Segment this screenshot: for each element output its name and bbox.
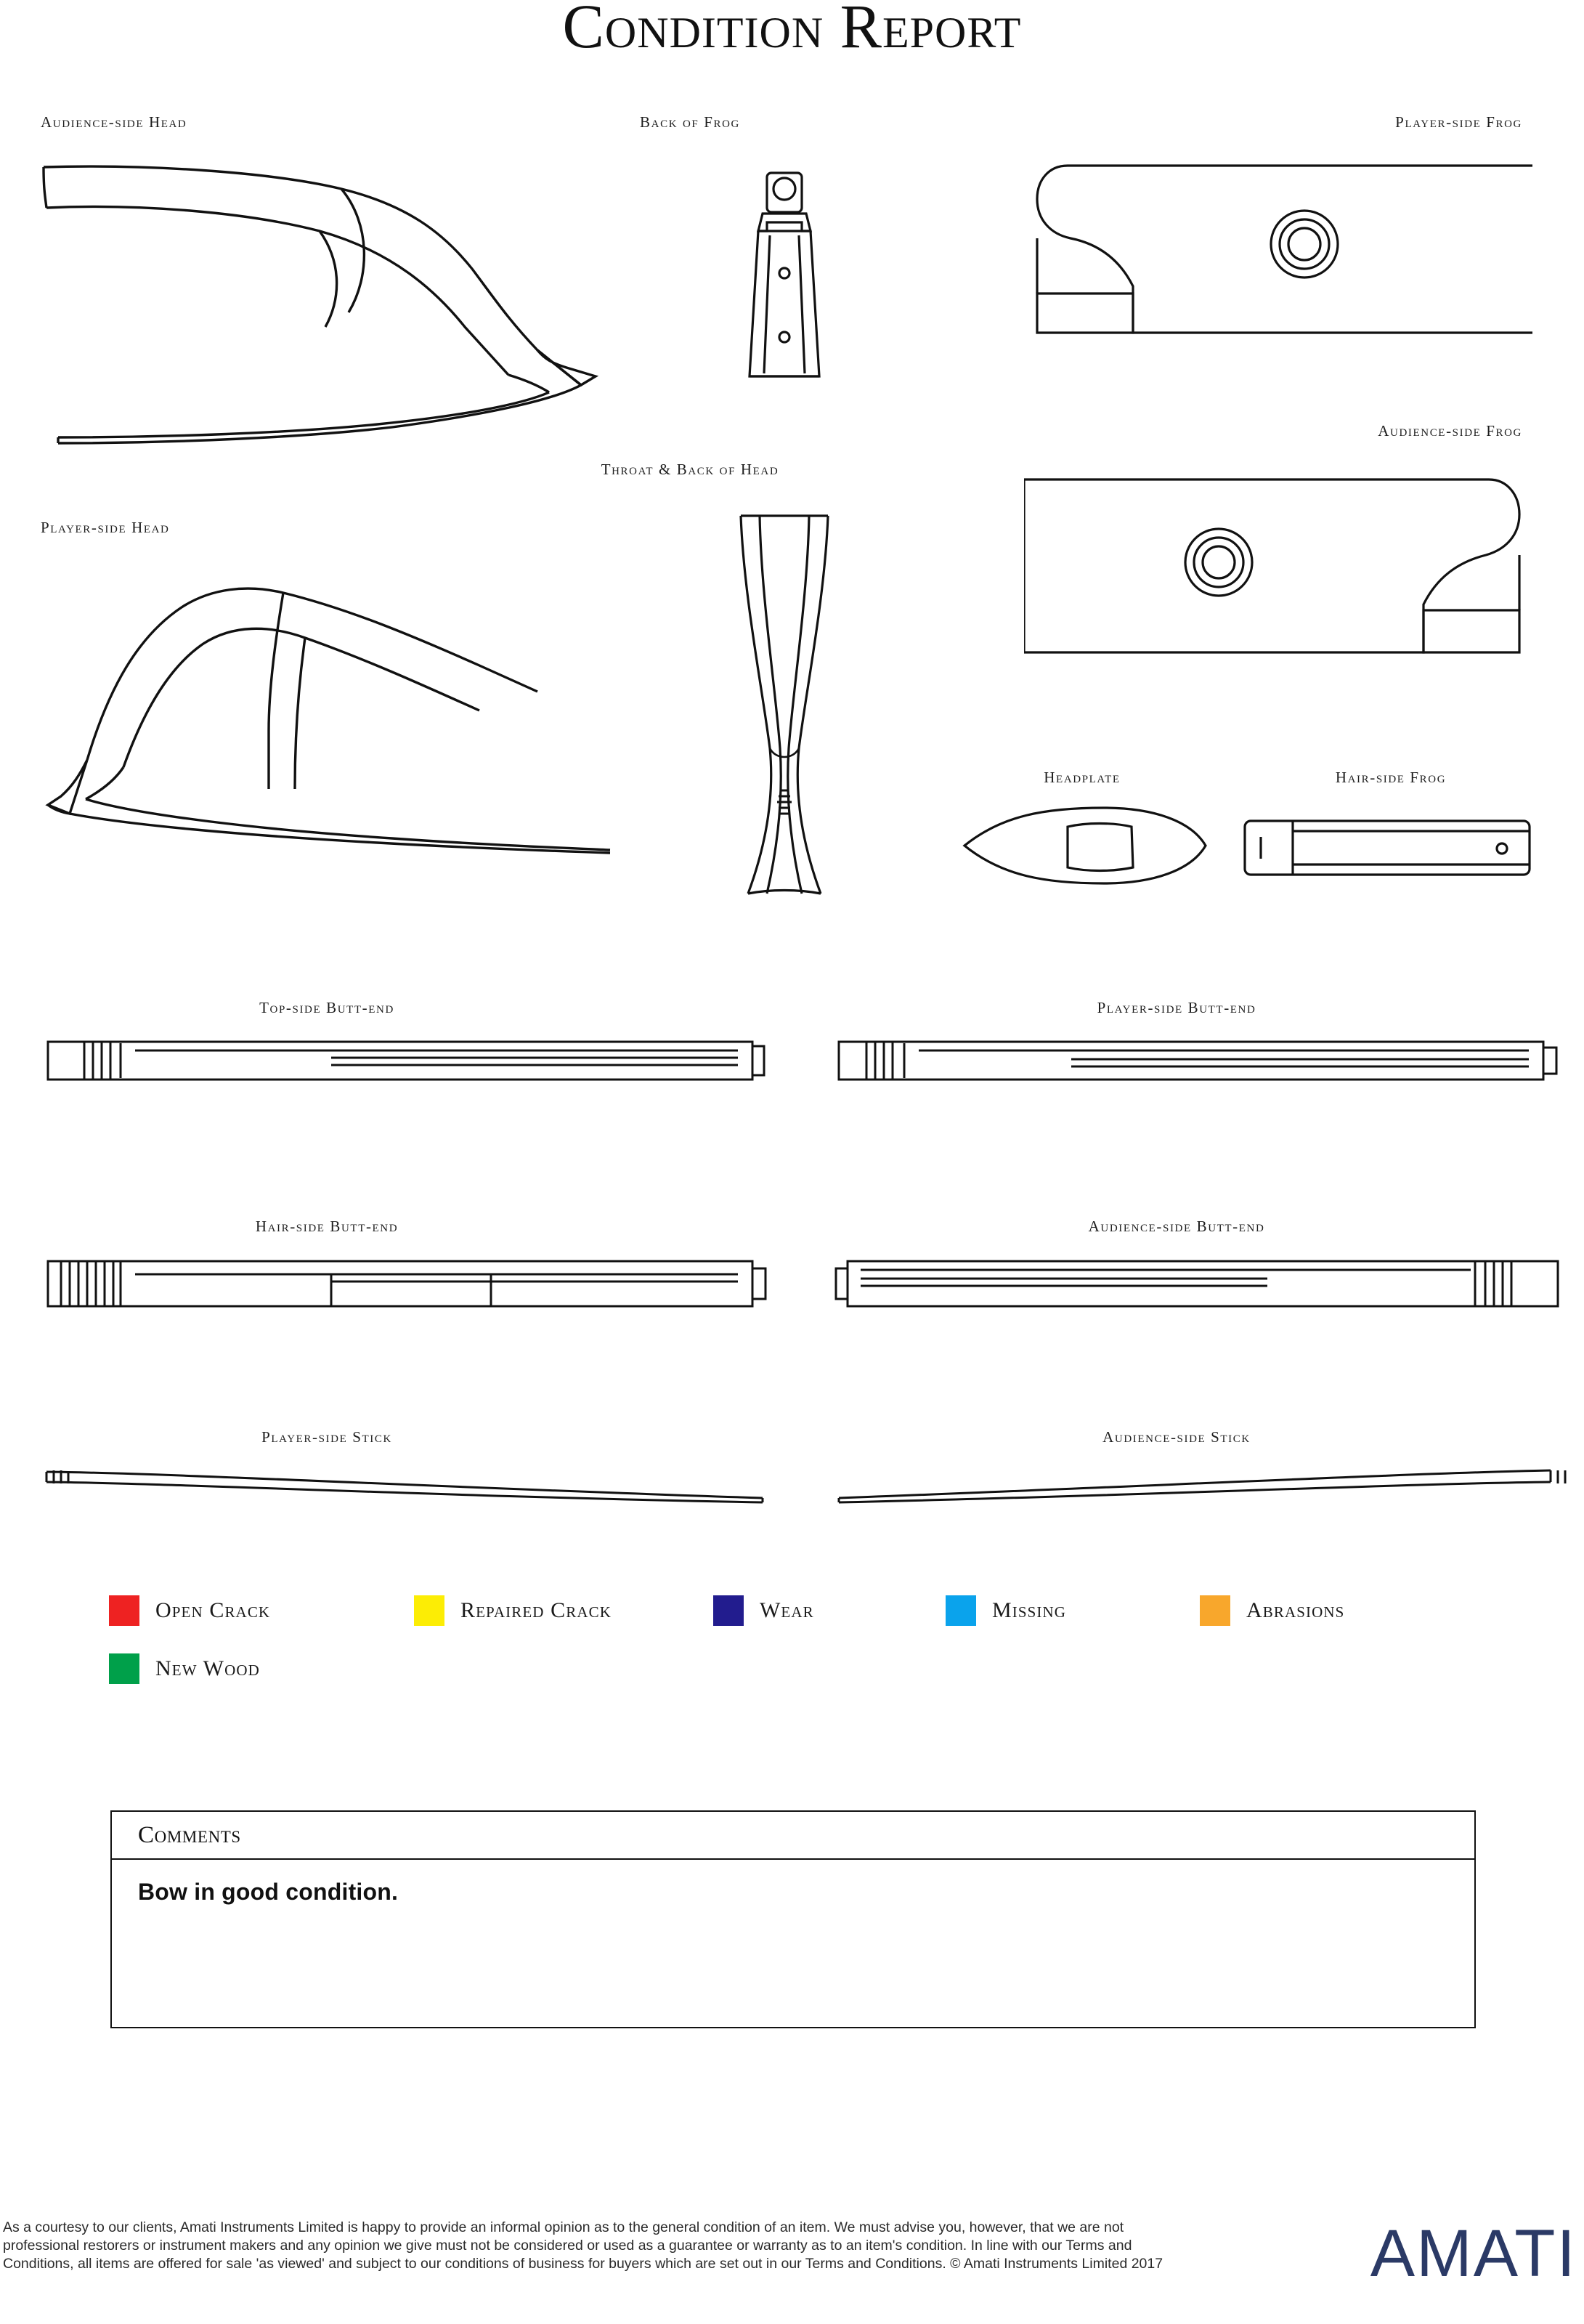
diagram-audience-side-head <box>29 145 625 465</box>
legend-label-wear: Wear <box>760 1598 814 1622</box>
comments-text: Bow in good condition. <box>138 1879 399 1905</box>
label-player-side-butt-end: Player-side Butt-end <box>1097 999 1256 1016</box>
diagram-top-side-butt-end <box>41 1032 774 1097</box>
diagram-player-side-butt-end <box>832 1032 1565 1097</box>
label-back-of-frog: Back of Frog <box>640 113 740 131</box>
legend-label-open-crack: Open Crack <box>155 1598 271 1622</box>
label-audience-side-stick: Audience-side Stick <box>1102 1428 1251 1446</box>
legend-swatch-missing <box>946 1595 976 1626</box>
legend-label-missing: Missing <box>992 1598 1067 1622</box>
diagram-hair-side-frog <box>1242 808 1532 888</box>
comments-heading <box>112 1812 1474 1860</box>
diagram-headplate <box>959 802 1213 889</box>
legend-item-abrasions <box>1200 1595 1344 1626</box>
legend-label-new-wood: New Wood <box>155 1656 260 1680</box>
legend-label-abrasions: Abrasions <box>1246 1598 1345 1622</box>
legend-item-repaired-crack <box>414 1595 713 1626</box>
page-title: Condition Report <box>562 0 1022 61</box>
label-player-side-stick: Player-side Stick <box>261 1428 392 1446</box>
diagram-audience-side-frog <box>1024 465 1532 712</box>
diagram-player-side-head <box>29 549 625 869</box>
diagram-audience-side-butt-end <box>832 1250 1565 1322</box>
legend-swatch-abrasions <box>1200 1595 1230 1626</box>
label-throat-back-of-head: Throat & Back of Head <box>601 461 779 478</box>
label-audience-side-frog: Audience-side Frog <box>1378 422 1522 440</box>
diagram-throat-back-of-head <box>719 509 850 901</box>
legend-item-missing <box>946 1595 1200 1626</box>
label-top-side-butt-end: Top-side Butt-end <box>259 999 394 1016</box>
comments-box <box>110 1810 1476 2028</box>
label-player-side-head: Player-side Head <box>41 519 170 536</box>
label-audience-side-head: Audience-side Head <box>41 113 187 131</box>
legend-item-new-wood <box>109 1653 260 1684</box>
amati-logo: AMATI <box>1370 2216 1577 2291</box>
legend <box>109 1595 1489 1684</box>
legend-swatch-new-wood <box>109 1653 139 1684</box>
label-hair-side-butt-end: Hair-side Butt-end <box>255 1218 399 1235</box>
comments-heading-text: Comments <box>138 1821 241 1848</box>
label-hair-side-frog: Hair-side Frog <box>1335 769 1447 786</box>
diagram-audience-side-stick <box>824 1456 1572 1507</box>
legend-swatch-wear <box>713 1595 744 1626</box>
legend-item-wear <box>713 1595 946 1626</box>
footer-disclaimer: As a courtesy to our clients, Amati Instruments Limited is happy to provide an informal opinion as to the general condition of an item. We must advise you, however, that we are not professional restorers or instrument makers and any opinion we give must not be considered or used as a guarantee or warranty as to an item's condition. In line with our Terms and Conditions, all items are offered for sale 'as viewed' and subject to our conditions of business for buyers which are set out in our Terms and Conditions. © Amati Instruments Limited 2017 <box>3 2219 1163 2272</box>
diagram-player-side-frog <box>1024 158 1532 398</box>
legend-swatch-repaired-crack <box>414 1595 444 1626</box>
legend-item-open-crack <box>109 1595 414 1626</box>
diagram-hair-side-butt-end <box>41 1250 774 1322</box>
diagram-player-side-stick <box>36 1456 777 1507</box>
diagram-back-of-frog <box>712 166 857 398</box>
label-audience-side-butt-end: Audience-side Butt-end <box>1088 1218 1265 1235</box>
label-player-side-frog: Player-side Frog <box>1395 113 1522 131</box>
label-headplate: Headplate <box>1044 769 1121 786</box>
legend-swatch-open-crack <box>109 1595 139 1626</box>
legend-label-repaired-crack: Repaired Crack <box>460 1598 612 1622</box>
